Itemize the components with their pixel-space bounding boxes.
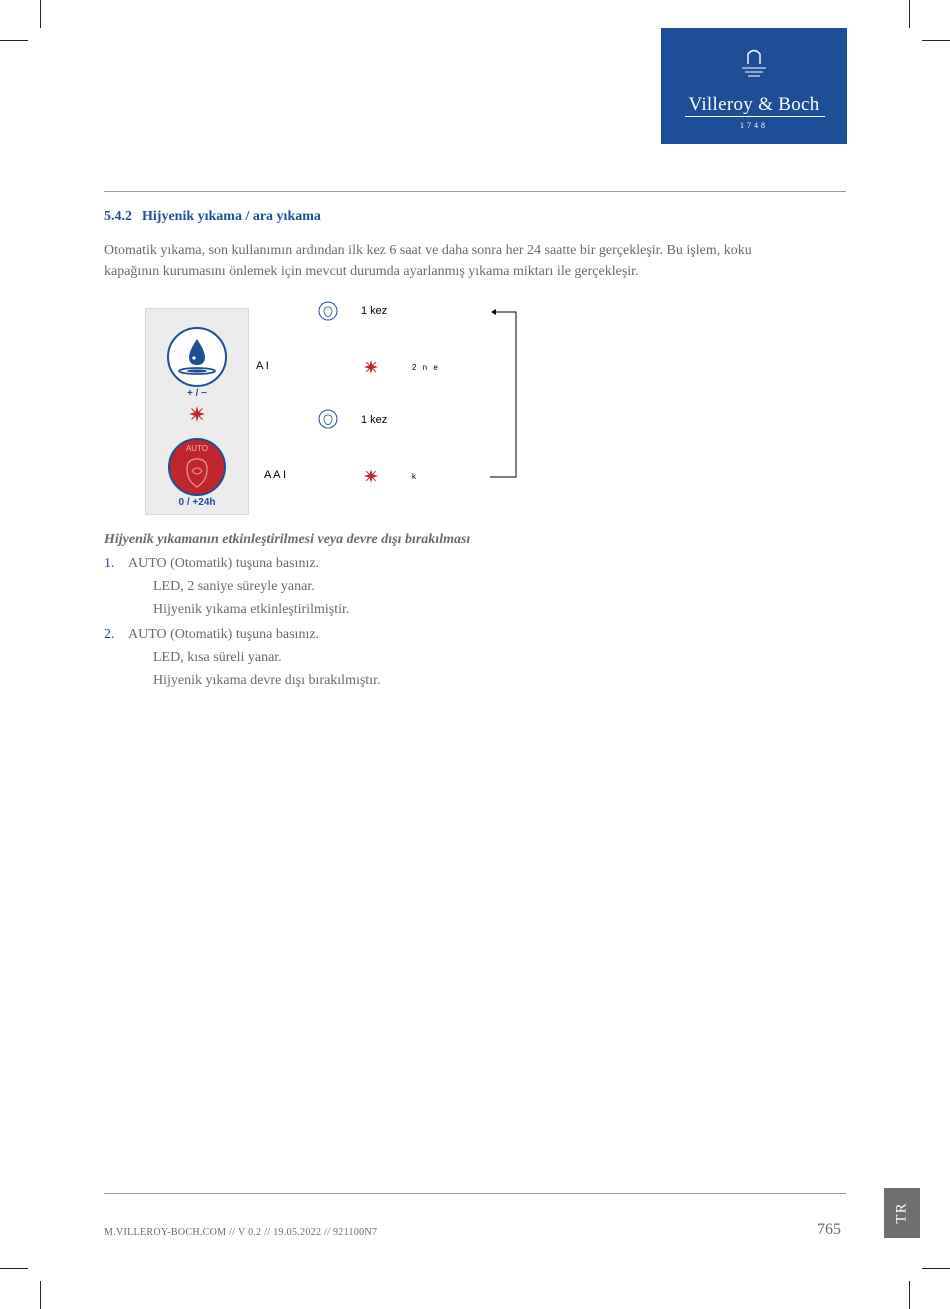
intro-paragraph: [104, 240, 846, 282]
fountain-logo-icon: [739, 44, 769, 84]
diagram-row2-right: 2 n e: [412, 363, 440, 372]
plus-minus-label: + / −: [186, 388, 207, 399]
top-divider: [104, 191, 846, 192]
control-panel: [145, 308, 249, 515]
crop-mark: [922, 40, 950, 41]
crop-mark: [909, 0, 910, 28]
crop-mark: [0, 40, 28, 41]
diagram-row4-left: A A I: [264, 469, 287, 481]
crop-mark: [909, 1281, 910, 1309]
step-result: LED, kısa süreli yanar.: [153, 650, 282, 665]
section-title: Hijyenik yıkama / ara yıkama: [142, 209, 321, 224]
intro-line: kapağının kurumasını önlemek için mevcut durumda ayarlanmış yıkama miktarı ile gerçekleşir.: [104, 264, 639, 279]
step-result: Hijyenik yıkama etkinleştirilmiştir.: [153, 602, 350, 617]
led-star-icon: [188, 405, 206, 423]
led-star-icon: [363, 359, 379, 375]
brand-name: Villeroy & Boch: [688, 94, 820, 115]
crop-mark: [40, 1281, 41, 1309]
step-text: AUTO (Otomatik) tuşuna basınız.: [128, 627, 320, 642]
section-heading: [104, 209, 321, 225]
diagram-row1-label: 1 kez: [361, 305, 388, 317]
auto-button[interactable]: [167, 437, 227, 497]
auto-button-caption: 0 / +24h: [178, 497, 216, 508]
language-tab: [884, 1188, 920, 1238]
crop-mark: [922, 1268, 950, 1269]
footer-meta: M.VILLEROY-BOCH.COM // V 0.2 // 19.05.2022 // 921100N7: [104, 1227, 378, 1238]
brand-logo: [661, 28, 847, 144]
small-auto-icon: [318, 409, 338, 429]
crop-mark: [0, 1268, 28, 1269]
small-auto-icon: [318, 301, 338, 321]
step-number: 1.: [104, 556, 115, 571]
diagram-row3-label: 1 kez: [361, 414, 388, 426]
brand-year: 1748: [740, 121, 768, 130]
brand-underline: [685, 116, 825, 117]
language-code: TR: [893, 1202, 910, 1224]
bottom-divider: [104, 1193, 846, 1194]
diagram-row2-left: A I: [256, 360, 269, 372]
crop-mark: [40, 0, 41, 28]
page-number: 765: [817, 1221, 841, 1238]
step-result: LED, 2 saniye süreyle yanar.: [153, 579, 315, 594]
diagram-row4-right: k: [412, 472, 418, 481]
loop-arrow: [488, 306, 528, 478]
step-text: AUTO (Otomatik) tuşuna basınız.: [128, 556, 320, 571]
step-number: 2.: [104, 627, 115, 642]
step-result: Hijyenik yıkama devre dışı bırakılmıştır.: [153, 673, 381, 688]
instructions-heading: Hijyenik yıkamanın etkinleştirilmesi veya devre dışı bırakılması: [104, 532, 471, 547]
section-number: 5.4.2: [104, 209, 132, 224]
intro-line: Otomatik yıkama, son kullanımın ardından ilk kez 6 saat ve daha sonra her 24 saatte bir gerçekleşir. Bu işlem, koku: [104, 243, 752, 258]
water-drop-icon[interactable]: [166, 326, 228, 388]
auto-button-label: AUTO: [185, 444, 209, 453]
led-star-icon: [363, 468, 379, 484]
